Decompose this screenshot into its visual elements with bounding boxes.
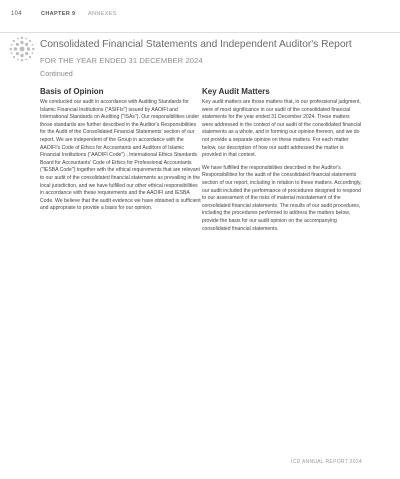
basis-of-opinion-paragraph: We conducted our audit in accordance with Auditing Standards for Islamic Financial Institutions ("ASIFIs") issued by AAOIFI and International Standards on Auditing ("ISAs"). Our responsibilities under those standards are further described in the Auditor's Responsibilities for the Audit of the Consolidated Financial Statements' section of our report. We are independent of the Group in accordance with the AAOIFI's Code of Ethics for Accountants and Auditors of Islamic Financial Institutions ("AAOIFI Code") , International Ethics Standards Board for Accountants' Code of Ethics for Professional Accountants ("IESBA Code") together with the ethical requirements that are relevant to our audit of the consolidated financial statements as prevailing in the local jurisdiction, and we have fulfilled our other ethical responsibilities in accordance with these requirements and the AAOIFI and IESBA Code. We believe that the audit evidence we have obtained is sufficient and appropriate to provide a basis for our opinion.	[40, 99, 201, 212]
chapter-label: CHAPTER 9	[41, 11, 76, 17]
basis-of-opinion-heading: Basis of Opinion	[40, 87, 104, 96]
key-audit-matters-paragraph-1: Key audit matters are those matters that, in our professional judgment, were of most significance in our audit of the consolidated financial statements for the year ended 31 December 2024. These matters were addressed in the context of our audit of the consolidated financial statements as a whole, and in forming our opinion thereon, and we do not provide a separate opinion on these matters. For each matter below, our description of how our audit addressed the matter is provided in that context.	[202, 99, 362, 159]
icd-logo-icon	[9, 36, 35, 62]
page-header	[0, 0, 400, 33]
key-audit-matters-heading: Key Audit Matters	[202, 87, 270, 96]
key-audit-matters-paragraph-2: We have fulfilled the responsibilities described in the Auditor's Responsibilities for the audit of the consolidated financial statements section of our report, including in relation to these matters. Accordingly, our audit included the performance of procedures designed to respond to our assessment of the risks of material misstatement of the consolidated financial statements. The results of our audit procedures, including the procedures performed to address the matters below, provide the basis for our audit opinion on the accompanying consolidated financial statements.	[202, 164, 362, 232]
continued-label: Continued	[40, 69, 73, 78]
page-number: 104	[11, 11, 22, 17]
key-audit-matters-section	[202, 87, 362, 238]
basis-of-opinion-section	[40, 87, 202, 218]
section-label: ANNEXES	[88, 11, 117, 17]
page-footer: ICD ANNUAL REPORT 2024	[291, 459, 362, 465]
page-title: Consolidated Financial Statements and Independent Auditor's Report	[40, 39, 352, 50]
page-subtitle: FOR THE YEAR ENDED 31 DECEMBER 2024	[40, 56, 203, 65]
